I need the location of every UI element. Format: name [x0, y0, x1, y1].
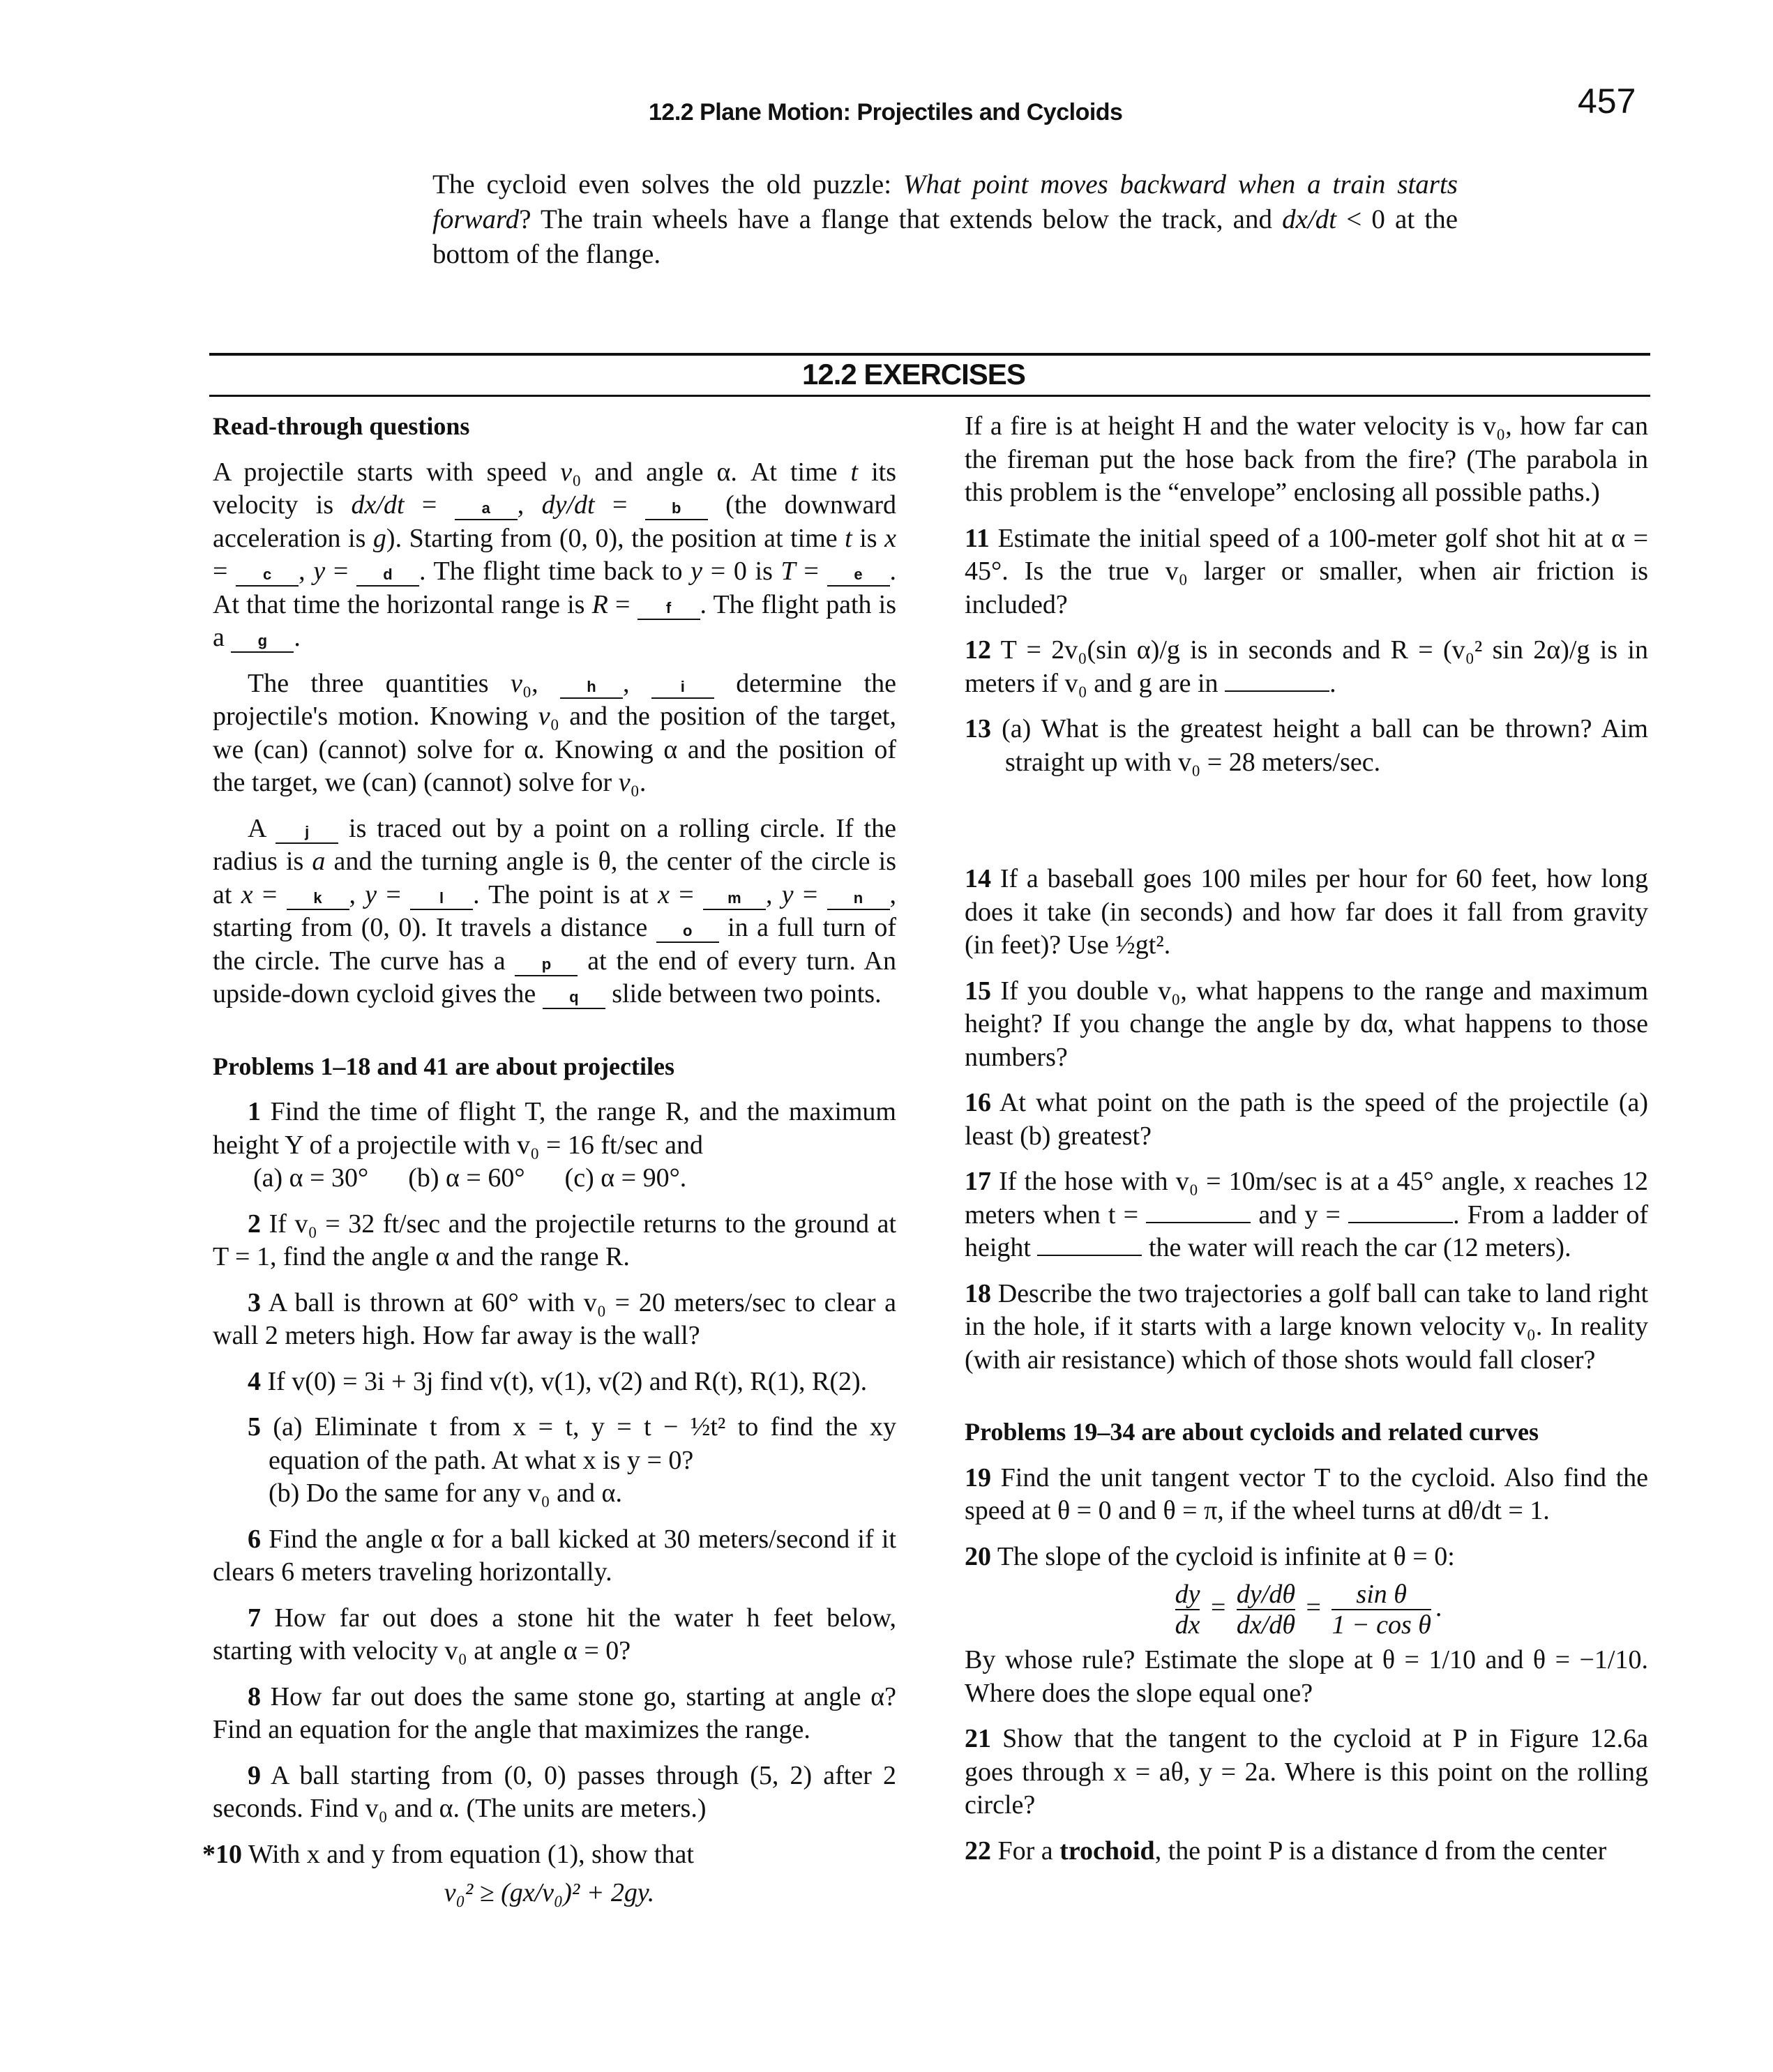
problem-text: , the point P is a distance d from the center [1154, 1836, 1607, 1866]
formula-denominator: 1 − cos θ [1331, 1610, 1431, 1640]
problem-number: 5 [248, 1412, 261, 1442]
math-variable: x [884, 523, 896, 553]
problem-1 [213, 1096, 896, 1195]
problem-text: (a) What is the greatest height a ball can be thrown? Aim straight up with v₀ = 28 meters/sec. [1002, 714, 1648, 777]
text-run: A projectile starts with speed [213, 457, 561, 487]
text-run: its velocity is [213, 457, 897, 520]
problem-text: The slope of the cycloid is infinite at θ = 0: [997, 1541, 1455, 1571]
fill-in-blank-e: e [827, 564, 890, 587]
fill-in-blank-p: p [515, 954, 578, 976]
problem-9 [213, 1760, 896, 1826]
math-variable: y [781, 879, 794, 909]
text-run: , [765, 879, 782, 909]
problem-text: the water will reach the car (12 meters). [1148, 1233, 1571, 1262]
text-run: and the turning angle is θ, the center of the circle is at [213, 847, 896, 909]
fill-in-blank-m: m [703, 888, 766, 910]
problem-number: 18 [965, 1278, 991, 1308]
problem-number: 20 [965, 1541, 991, 1571]
text-run: = [325, 557, 356, 586]
math-variable: T [780, 557, 796, 586]
problem-text: How far out does the same stone go, starting at angle α? Find an equation for the angle that maximizes the range. [213, 1681, 896, 1744]
fill-in-blank-n: n [827, 888, 890, 910]
problem-text: . From a ladder of height [965, 1200, 1649, 1262]
problem-number: 21 [965, 1724, 991, 1754]
text-run: = [404, 490, 455, 520]
math-variable: dy/dt [541, 490, 595, 520]
problem-8 [213, 1681, 896, 1747]
text-run: slide between two points. [605, 979, 882, 1008]
problem-number: 17 [965, 1167, 991, 1196]
text-run: ₀, [522, 668, 560, 698]
problem-number: 11 [965, 523, 990, 553]
answer-blank [1146, 1222, 1251, 1223]
problem-number: 13 [965, 714, 991, 743]
math-variable: dx/dt [351, 490, 405, 520]
exercises-bottom-rule [209, 395, 1650, 397]
running-head: 12.2 Plane Motion: Projectiles and Cycloids [649, 99, 1123, 126]
fill-in-blank-g: g [231, 630, 294, 653]
fill-in-blank-k: k [287, 888, 349, 910]
answer-blank [1037, 1255, 1142, 1256]
problem-text: By whose rule? Estimate the slope at θ = 1/10 and θ = −1/10. Where does the slope equal one? [965, 1645, 1648, 1708]
problem-20 [965, 1541, 1648, 1711]
text-run: < 0 at the bottom of the flange. [432, 204, 1458, 269]
math-variable: R [591, 589, 608, 619]
text-run: . The flight path is a [213, 589, 896, 652]
text-run: ? The train wheels have a flange that extends below the track, and [519, 204, 1283, 234]
text-run: . At that time the horizontal range is [213, 557, 896, 619]
text-run: , starting from (0, 0). It travels a distance [213, 879, 897, 942]
problem-text: Estimate the initial speed of a 100-meter golf shot hit at α = 45°. Is the true v₀ larger or smaller, when air friction is included? [965, 523, 1648, 619]
math-variable: dx/dt [1282, 204, 1337, 234]
problem-5 [213, 1411, 896, 1511]
problem-text: Find the angle α for a ball kicked at 30 meters/second if it clears 6 meters traveling horizontally. [213, 1524, 897, 1587]
text-run: ). Starting from (0, 0), the position at time [386, 523, 845, 553]
problem-7 [213, 1602, 896, 1668]
problem-text: If the hose with v₀ = 10m/sec is at a 45° angle, x reaches 12 meters when t = [965, 1167, 1649, 1230]
fill-in-blank-a: a [455, 498, 518, 520]
text-run: ₀. [630, 768, 647, 797]
text-run: = [795, 557, 827, 586]
text-run: , [622, 668, 651, 698]
problem-number: 15 [965, 976, 991, 1006]
math-variable: x [658, 879, 670, 909]
problem-number: 7 [248, 1603, 261, 1633]
math-variable: x [241, 879, 253, 909]
problem-4 [213, 1366, 896, 1399]
fill-in-blank-i: i [651, 676, 714, 699]
text-run: ₀ and angle α. At time [572, 457, 851, 487]
cycloid-problems-heading: Problems 19–34 are about cycloids and related curves [965, 1418, 1539, 1446]
problem-number: 4 [248, 1366, 261, 1396]
math-variable: t [845, 523, 852, 553]
text-run: . The flight time back to [419, 557, 691, 586]
fill-in-blank-c: c [236, 564, 299, 587]
problem-text: A ball is thrown at 60° with v₀ = 20 meters/sec to clear a wall 2 meters high. How far away is the wall? [213, 1287, 896, 1350]
problem-17 [965, 1165, 1648, 1265]
problem-15 [965, 975, 1648, 1075]
text-run: in a full turn of the circle. The curve has a [213, 913, 897, 976]
math-variable: What point moves backward when a train starts forward [432, 169, 1458, 234]
text-run: = [213, 557, 236, 586]
right-column [965, 410, 1648, 1868]
fill-in-blank-f: f [637, 598, 700, 620]
problem-10-continued: If a fire is at height H and the water velocity is v₀, how far can the fireman put the hose back from the fire? (The parabola in this problem is the “envelope” enclosing all possible paths.) [965, 411, 1648, 507]
left-column [202, 410, 897, 1910]
formula-numerator: dy/dθ [1236, 1580, 1295, 1610]
problem-number: 14 [965, 864, 991, 893]
formula-denominator: dx [1175, 1610, 1200, 1640]
math-variable: g [372, 523, 386, 553]
fill-in-blank-q: q [543, 987, 605, 1009]
problem-6 [213, 1523, 896, 1589]
text-run: at the end of every turn. An upside-down cycloid gives the [213, 946, 897, 1008]
problem-16 [965, 1087, 1648, 1153]
problem-number: 2 [248, 1209, 261, 1239]
math-variable: y [365, 879, 377, 909]
text-run: = [608, 589, 637, 619]
slope-formula: $\frac{dy}{dx}$ = $\frac{dy/d\theta}{dx/d\theta}$ = $\frac{\text{sin θ}}{\text{1 − cos θ}}$ . [1175, 1580, 1442, 1640]
problem-text: If v(0) = 3i + 3j find v(t), v(1), v(2) and R(t), R(1), R(2). [267, 1366, 868, 1396]
fill-in-blank-d: d [356, 564, 419, 587]
text-run: . [294, 623, 301, 652]
text-run: = [594, 490, 645, 520]
math-variable: y [691, 557, 703, 586]
problem-number: 8 [248, 1681, 261, 1711]
fill-in-blank-b: b [645, 498, 708, 520]
text-run: is [852, 523, 885, 553]
text-run: = [377, 879, 411, 909]
exercises-title: 12.2 EXERCISES [802, 358, 1025, 391]
fill-in-blank-o: o [656, 921, 719, 943]
readthrough-paragraph [213, 812, 896, 1011]
problem-text: If v₀ = 32 ft/sec and the projectile returns to the ground at T = 1, find the angle α and the range R. [213, 1209, 897, 1271]
problem-text: (a) Eliminate t from x = t, y = t − ½t² to find the xy equation of the path. At what x is y = 0? [269, 1412, 896, 1475]
problem-text: With x and y from equation (1), show that [248, 1839, 694, 1869]
problem-text: If you double v₀, what happens to the range and maximum height? If you change the angle by dα, what happens to those numbers? [965, 976, 1649, 1072]
problem-text: For a [997, 1836, 1060, 1866]
readthrough-heading: Read-through questions [213, 412, 470, 440]
answer-blank [1225, 690, 1329, 692]
problem-number: 12 [965, 635, 991, 665]
page-number: 457 [1578, 82, 1636, 121]
problem-subparts: (a) α = 30° (b) α = 60° (c) α = 90°. [253, 1163, 687, 1193]
fill-in-blank-j: j [276, 822, 338, 844]
math-variable: v [538, 702, 550, 731]
problem-text: Find the time of flight T, the range R, and the maximum height Y of a projectile with v₀ = 16 ft/sec and [213, 1097, 896, 1160]
problem-12: 12 T = 2v₀(sin α)/g is in seconds and R = (v₀² sin 2α)/g is in meters if v₀ and g are in . [965, 635, 1648, 698]
text-run: = [793, 879, 827, 909]
problem-number: 1 [248, 1097, 261, 1126]
problem-number: *10 [202, 1839, 242, 1869]
math-variable: v [560, 457, 573, 487]
problem-10 [202, 1838, 896, 1910]
problem-number: 6 [248, 1524, 261, 1554]
problem-14 [965, 863, 1648, 962]
text-run: ₀ and the position of the target, we (can) (cannot) solve for α. Knowing α and the position of the target, we (can) (cannot) solve for [213, 702, 896, 797]
problem-number: 19 [965, 1462, 991, 1492]
math-variable: t [850, 457, 859, 487]
problem-text: T = 2v₀(sin α)/g is in seconds and R = (v₀² sin 2α)/g is in meters if v₀ and g are in [965, 635, 1648, 698]
readthrough-paragraph [213, 667, 896, 800]
answer-blank [1348, 1222, 1453, 1223]
problem-13 [965, 713, 1648, 779]
fill-in-blank-l: l [410, 888, 473, 910]
math-variable: a [312, 847, 326, 876]
problem-text: A ball starting from (0, 0) passes through (5, 2) after 2 seconds. Find v₀ and α. (The units are meters.) [213, 1760, 897, 1823]
problem-19 [965, 1462, 1648, 1528]
text-run: , [349, 879, 365, 909]
problem-21 [965, 1723, 1648, 1822]
math-variable: v [510, 668, 522, 698]
math-variable: y [313, 557, 326, 586]
text-run: The cycloid even solves the old puzzle: [432, 169, 903, 199]
text-run: = 0 is [702, 557, 781, 586]
problem-text: If a baseball goes 100 miles per hour for 60 feet, how long does it take (in seconds) and how far does it fall from gravity (in feet)? Use ½gt². [965, 864, 1649, 960]
problem-11 [965, 522, 1648, 622]
formula-numerator: dy [1175, 1580, 1200, 1610]
math-variable: v [618, 768, 631, 797]
problem-text: and y = [1258, 1200, 1341, 1230]
text-run: . The point is at [473, 879, 658, 909]
text-run: A [248, 813, 276, 843]
problem-number: 22 [965, 1836, 991, 1866]
problem-text: Describe the two trajectories a golf ball can take to land right in the hole, if it starts with a large known velocity v₀. In reality (with air resistance) which of those shots would fall closer? [965, 1278, 1649, 1375]
problem-18 [965, 1278, 1648, 1377]
problem-text: How far out does a stone hit the water h feet below, starting with velocity v₀ at angle α = 0? [213, 1603, 896, 1665]
problem-text: Find the unit tangent vector T to the cycloid. Also find the speed at θ = 0 and θ = π, if the wheel turns at dθ/dt = 1. [965, 1462, 1648, 1525]
problem-text: At what point on the path is the speed of the projectile (a) least (b) greatest? [965, 1088, 1648, 1151]
problem-number: 16 [965, 1088, 991, 1117]
text-run: , [299, 557, 314, 586]
problem-text: Show that the tangent to the cycloid at P in Figure 12.6a goes through x = aθ, y = 2a. Where is this point on the rolling circle? [965, 1724, 1648, 1820]
text-run: The three quantities [248, 668, 511, 698]
text-run: = [670, 879, 703, 909]
problems-heading: Problems 1–18 and 41 are about projectiles [213, 1052, 674, 1080]
readthrough-paragraph [213, 456, 896, 655]
formula-numerator: sin θ [1331, 1580, 1431, 1610]
text-run: = [252, 879, 287, 909]
problem-number: 3 [248, 1287, 261, 1317]
problem-22 [965, 1835, 1648, 1868]
term-trochoid: trochoid [1059, 1836, 1155, 1866]
problem-subpart: (b) Do the same for any v₀ and α. [269, 1479, 622, 1508]
problem-2 [213, 1208, 896, 1274]
text-run: (the downward acceleration is [213, 490, 897, 553]
text-run: , [517, 490, 542, 520]
text-run: is traced out by a point on a rolling circle. If the radius is [213, 813, 896, 876]
formula-denominator: dx/dθ [1236, 1610, 1295, 1640]
problem-formula: v₀² ≥ (gx/v₀)² + 2gy. [444, 1878, 655, 1907]
text-run: determine the projectile's motion. Knowing [213, 668, 896, 731]
problem-3 [213, 1287, 896, 1353]
problem-number: 9 [248, 1760, 261, 1790]
intro-paragraph [432, 167, 1458, 272]
fill-in-blank-h: h [560, 676, 623, 699]
